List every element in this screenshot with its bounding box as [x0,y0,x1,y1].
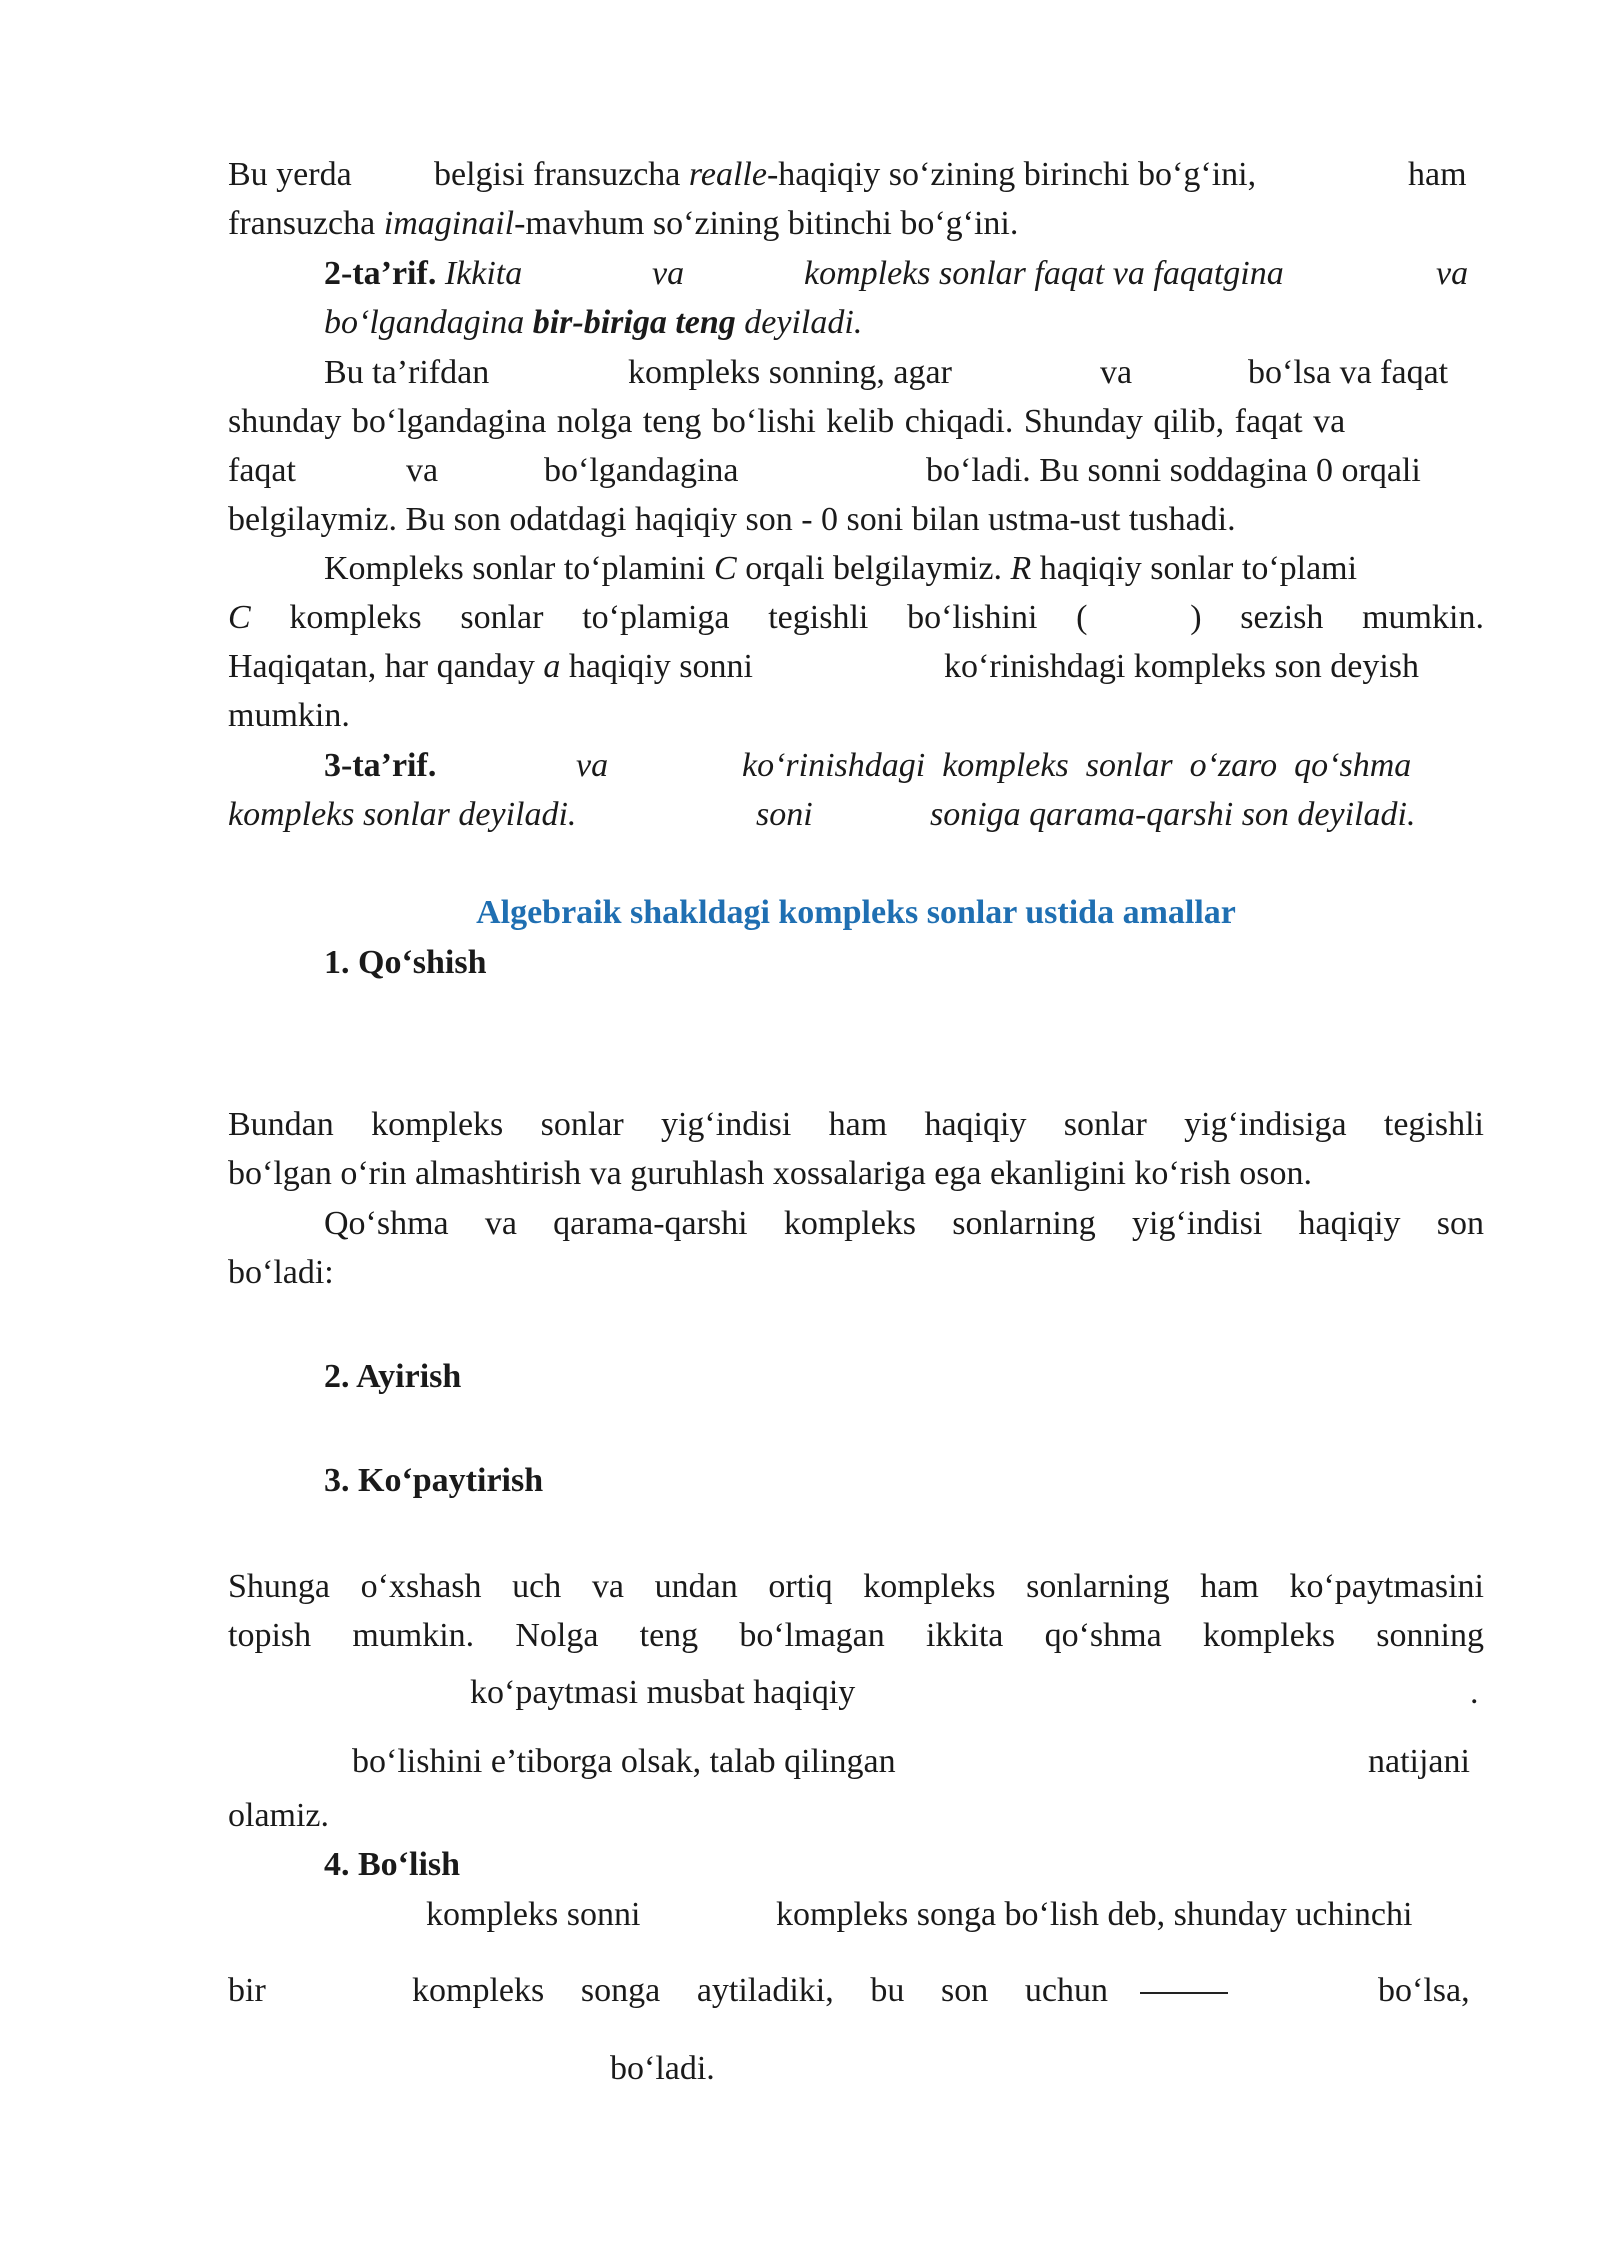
text-span: fransuzcha [228,205,384,242]
text-span: haqiqiy sonni [560,648,753,685]
text-span: Bundan [228,1106,334,1143]
text-span: ham [828,1106,888,1143]
text-span: va [484,1205,517,1242]
text-span: faqat [228,452,296,489]
text-line: bo‘ladi: [228,1254,334,1291]
text-span: ko‘rinishdagi kompleks son deyish [944,648,1420,685]
text-line: shunday bo‘lgandagina nolga teng bo‘lishi kelib chiqadi. Shunday qilib, faqat va [228,403,1346,440]
text-va: va [576,747,609,784]
text-span: qo‘shma [1044,1617,1162,1654]
text-span: kompleks [863,1568,996,1605]
text-line: mumkin. [228,697,350,734]
italic-word: realle [688,156,767,193]
text-span: topish [228,1617,312,1654]
text-line [228,1616,1484,1656]
text-span: yig‘indisi [1132,1205,1263,1242]
text-line [324,549,1357,589]
text-span: kompleks sonni [426,1896,641,1933]
text-span: kompleks sonlar deyiladi. [228,796,577,833]
definition-label: 2-ta’rif. [324,255,437,292]
text-span: tegishli [768,599,869,636]
text-span: soni [756,796,813,833]
definition-2-line2 [324,303,862,343]
text-span: va [1100,354,1133,391]
text-span: kompleks [371,1106,504,1143]
text-span: haqiqiy [924,1106,1027,1143]
text-span: bo‘lmagan [739,1617,885,1654]
text-span: sonlarning [952,1205,1096,1242]
text-span: kompleks [783,1205,917,1242]
italic-symbol: C [228,599,251,636]
text-span: bo‘lishini [907,599,1038,636]
text-span: ko‘paytmasi musbat haqiqiy [470,1674,856,1711]
text-line [228,204,1484,244]
text-span: kompleks songa bo‘lish deb, shunday uchinchi [776,1896,1413,1933]
text-span: . [1470,1674,1479,1711]
text-span: kompleks [289,599,422,636]
text-line: belgilaymiz. Bu son odatdagi haqiqiy son - 0 soni bilan ustma-ust tushadi. [228,501,1236,538]
text-span: orqali belgilaymiz. [736,550,1011,587]
italic-word: imaginail [383,205,515,242]
text-span: natijani [1368,1743,1470,1780]
text-span: ham [1200,1568,1259,1605]
text-span: bo‘lishini e’tiborga olsak, talab qilingan [352,1743,896,1780]
text-span: ortiq [768,1568,833,1605]
text-ham: ham [1408,156,1467,193]
text-span: -mavhum so‘zining bitinchi bo‘g‘ini. [514,205,1019,242]
text-span: ( [1076,599,1088,636]
text-span: ko‘paytmasini [1289,1568,1484,1605]
text-span: va [591,1568,624,1605]
text-span: uch [512,1568,562,1605]
text-span: Bu ta’rifdan [324,354,490,391]
text-span: belgisi fransuzcha [434,156,689,193]
text-span: haqiqiy sonlar to‘plami [1031,550,1358,587]
text-span: undan [654,1568,738,1605]
subsection-title: 1. Qo‘shish [324,944,487,981]
text-span: va [406,452,439,489]
text-span: mumkin. [1362,599,1484,636]
text-span: kompleks sonlar faqat va faqatgina [804,255,1284,292]
text-span: bu [870,1972,905,2009]
text-span: bir [228,1972,266,2009]
text-span: yig‘indisi [660,1106,792,1143]
italic-symbol: C [714,550,737,587]
definition-2-line [324,254,522,294]
text-span: son [941,1972,989,2009]
text-span: songa [580,1972,661,2009]
section-heading: Algebraik shakldagi kompleks sonlar ustida amallar [476,894,1236,931]
text-span: sonlar [1063,1106,1147,1143]
text-span: sonlar [540,1106,624,1143]
text-line [324,1204,1484,1244]
text-span: Kompleks sonlar to‘plamini [324,550,715,587]
italic-symbol: R [1010,550,1032,587]
text-span: bo‘lgandagina [544,452,739,489]
italic-symbol: a [543,648,561,685]
text-line [412,1971,1108,2011]
text-span: Shunga [228,1568,330,1605]
text-span: aytiladiki, [696,1972,834,2009]
text-span: ) [1190,599,1202,636]
text-span: bo‘ladi. [610,2050,715,2087]
text-span: Ikkita [444,255,523,292]
text-span: bo‘lgandagina [324,304,533,341]
text-span: teng [639,1617,699,1654]
text-belgisi [434,155,1256,195]
text-line [228,1567,1484,1607]
text-span: ikkita [925,1617,1004,1654]
text-span: -haqiqiy so‘zining birinchi bo‘g‘ini, [766,156,1257,193]
subsection-title: 2. Ayirish [324,1358,462,1395]
bold-term: bir-biriga teng [532,304,736,341]
text-span: sonlar [460,599,544,636]
text-line [228,598,1484,638]
text-span: yig‘indisiga [1184,1106,1347,1143]
text-va: va [652,255,685,292]
text-bu-yerda: Bu yerda [228,156,352,193]
text-span: haqiqiy [1298,1205,1401,1242]
text-span: bo‘lsa, [1378,1972,1470,2009]
text-span: bo‘ladi. Bu sonni soddagina 0 orqali [926,452,1421,489]
fraction-bar [1140,1992,1228,1994]
subsection-title: 3. Ko‘paytirish [324,1462,544,1499]
text-line [228,1105,1484,1145]
text-span: sezish [1240,599,1324,636]
text-span: kompleks [1202,1617,1336,1654]
text-span: ko‘rinishdagi kompleks sonlar o‘zaro qo‘shma [742,747,1412,784]
definition-label: 3-ta’rif. [324,747,437,784]
text-span: mumkin. [352,1617,475,1654]
text-span: qarama-qarshi [553,1205,748,1242]
text-span: soniga qarama-qarshi son deyiladi. [930,796,1416,833]
text-span: Nolga [515,1617,599,1654]
text-span: to‘plamiga [582,599,730,636]
text-span: sonlarning [1026,1568,1170,1605]
text-span: tegishli [1383,1106,1484,1143]
subsection-title: 4. Bo‘lish [324,1846,461,1883]
text-span: kompleks [412,1972,545,2009]
text-span: son [1436,1205,1484,1242]
text-span: deyiladi. [735,304,863,341]
text-line: bo‘lgan o‘rin almashtirish va guruhlash xossalariga ega ekanligini ko‘rish oson. [228,1155,1312,1192]
text-span: o‘xshash [360,1568,482,1605]
text-span: Haqiqatan, har qanday [228,648,544,685]
text-span: bo‘lsa va faqat [1248,354,1449,391]
text-span: uchun [1024,1972,1108,2009]
text-va: va [1436,255,1469,292]
text-span [228,647,753,687]
text-span: sonning [1376,1617,1484,1654]
text-span: Qo‘shma [324,1205,449,1242]
text-span: kompleks sonning, agar [628,354,952,391]
text-line: olamiz. [228,1797,330,1834]
